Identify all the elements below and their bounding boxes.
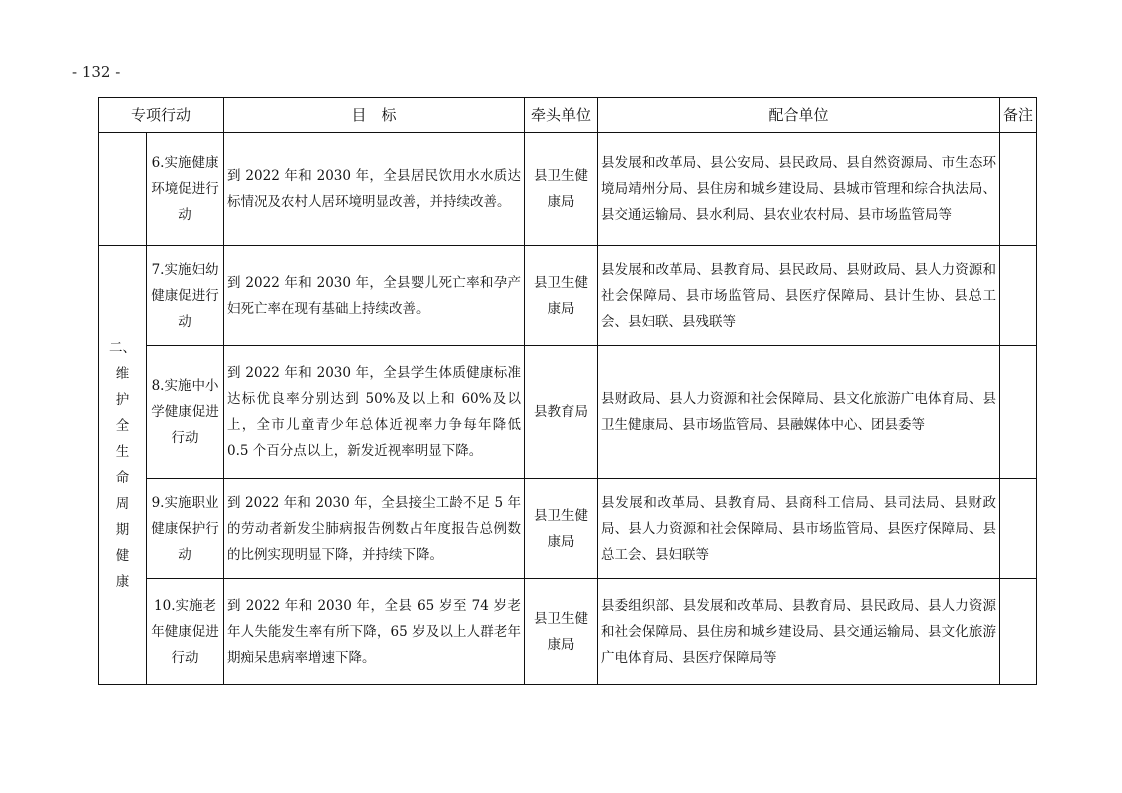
health-action-table bbox=[98, 97, 1037, 685]
target-cell: 到 2022 年和 2030 年，全县婴儿死亡率和孕产妇死亡率在现有基础上持续改善。 bbox=[224, 246, 525, 346]
note-cell bbox=[1000, 133, 1037, 246]
target-cell: 到 2022 年和 2030 年，全县学生体质健康标准达标优良率分别达到 50%及以上和 60%及以上，全市儿童青少年总体近视率力争每年降低 0.5 个百分点以上，新发近视率明显下降。 bbox=[224, 346, 525, 479]
table-row bbox=[99, 479, 1037, 579]
table-row bbox=[99, 133, 1037, 246]
category-label: 二、 维 护 全 生 命 周 期 健 康 bbox=[109, 340, 136, 590]
note-cell bbox=[1000, 246, 1037, 346]
table-row bbox=[99, 346, 1037, 479]
table-row bbox=[99, 246, 1037, 346]
lead-unit-cell: 县卫生健康局 bbox=[525, 133, 598, 246]
target-cell: 到 2022 年和 2030 年，全县 65 岁至 74 岁老年人失能发生率有所下降，65 岁及以上人群老年期痴呆患病率增速下降。 bbox=[224, 579, 525, 685]
target-cell: 到 2022 年和 2030 年，全县居民饮用水水质达标情况及农村人居环境明显改善，并持续改善。 bbox=[224, 133, 525, 246]
lead-unit-cell: 县教育局 bbox=[525, 346, 598, 479]
header-note: 备注 bbox=[1000, 98, 1037, 133]
table-header-row bbox=[99, 98, 1037, 133]
action-cell: 10.实施老年健康促进行动 bbox=[147, 579, 224, 685]
action-cell: 8.实施中小学健康促进行动 bbox=[147, 346, 224, 479]
table-body bbox=[99, 133, 1037, 685]
partner-units-cell: 县财政局、县人力资源和社会保障局、县文化旅游广电体育局、县卫生健康局、县市场监管局、县融媒体中心、团县委等 bbox=[598, 346, 1000, 479]
action-cell: 6.实施健康环境促进行动 bbox=[147, 133, 224, 246]
action-cell: 9.实施职业健康保护行动 bbox=[147, 479, 224, 579]
category-cell-empty bbox=[99, 133, 147, 246]
lead-unit-cell: 县卫生健康局 bbox=[525, 246, 598, 346]
header-target: 目 标 bbox=[224, 98, 525, 133]
action-cell: 7.实施妇幼健康促进行动 bbox=[147, 246, 224, 346]
header-lead: 牵头单位 bbox=[525, 98, 598, 133]
table-row bbox=[99, 579, 1037, 685]
lead-unit-cell: 县卫生健康局 bbox=[525, 579, 598, 685]
category-cell bbox=[99, 246, 147, 685]
header-action: 专项行动 bbox=[99, 98, 224, 133]
lead-unit-cell: 县卫生健康局 bbox=[525, 479, 598, 579]
page-number: - 132 - bbox=[72, 63, 121, 81]
note-cell bbox=[1000, 479, 1037, 579]
header-partners: 配合单位 bbox=[598, 98, 1000, 133]
target-cell: 到 2022 年和 2030 年，全县接尘工龄不足 5 年的劳动者新发尘肺病报告例数占年度报告总例数的比例实现明显下降，并持续下降。 bbox=[224, 479, 525, 579]
partner-units-cell: 县委组织部、县发展和改革局、县教育局、县民政局、县人力资源和社会保障局、县住房和城乡建设局、县交通运输局、县文化旅游广电体育局、县医疗保障局等 bbox=[598, 579, 1000, 685]
note-cell bbox=[1000, 579, 1037, 685]
note-cell bbox=[1000, 346, 1037, 479]
partner-units-cell: 县发展和改革局、县教育局、县商科工信局、县司法局、县财政局、县人力资源和社会保障局、县市场监管局、县医疗保障局、县总工会、县妇联等 bbox=[598, 479, 1000, 579]
partner-units-cell: 县发展和改革局、县公安局、县民政局、县自然资源局、市生态环境局靖州分局、县住房和城乡建设局、县城市管理和综合执法局、县交通运输局、县水利局、县农业农村局、县市场监管局等 bbox=[598, 133, 1000, 246]
partner-units-cell: 县发展和改革局、县教育局、县民政局、县财政局、县人力资源和社会保障局、县市场监管局、县医疗保障局、县计生协、县总工会、县妇联、县残联等 bbox=[598, 246, 1000, 346]
